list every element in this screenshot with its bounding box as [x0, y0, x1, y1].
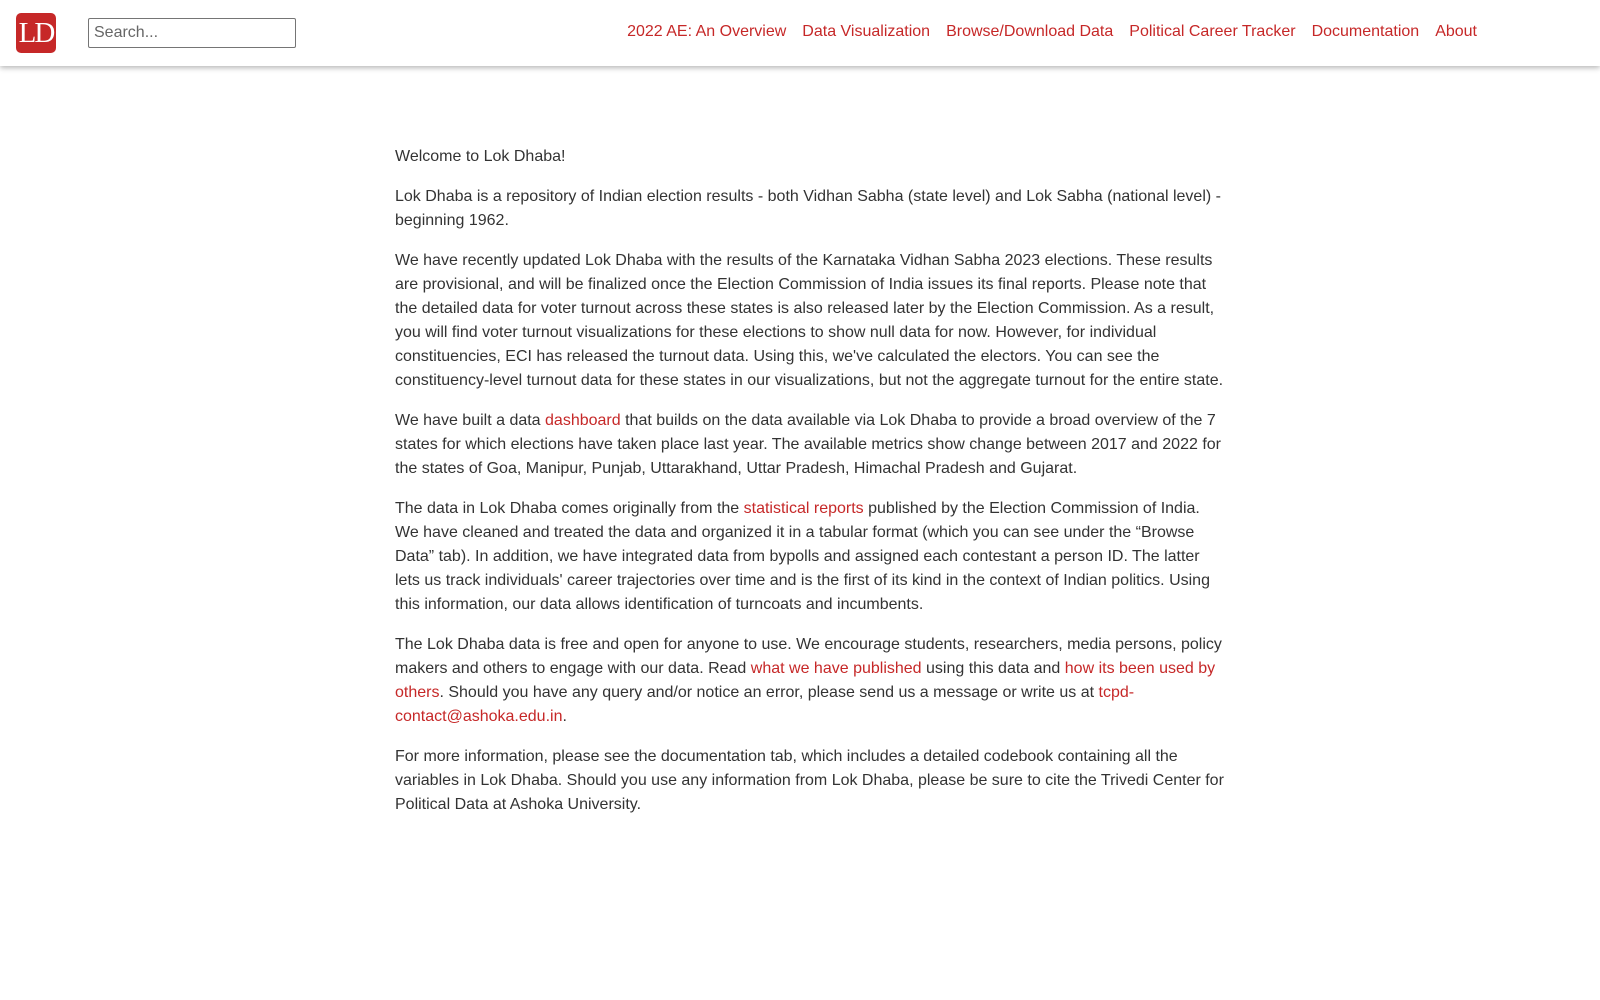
- dashboard-text-pre: We have built a data: [395, 412, 546, 429]
- welcome-text: Welcome to Lok Dhaba!: [395, 148, 566, 165]
- publications-link[interactable]: what we have published: [750, 660, 922, 677]
- open-text-pre: The Lok Dhaba data is free and open for anyone to use. We encourage students, researchers, media persons, policy makers and others to engage with our data. Read: [395, 636, 1222, 677]
- source-text-pre: The data in Lok Dhaba comes originally from the: [395, 500, 744, 517]
- top-navbar: [0, 0, 1600, 66]
- dashboard-link[interactable]: dashboard: [545, 412, 621, 429]
- nav-about[interactable]: About: [1435, 23, 1477, 40]
- nav-political-career-tracker[interactable]: Political Career Tracker: [1129, 23, 1296, 40]
- update-paragraph: We have recently updated Lok Dhaba with the results of the Karnataka Vidhan Sabha 2023 elections. These results are provisional, and will be finalized once the Election Commission of India issues its final reports. Please note that the detailed data for voter turnout across these states is also released later by the Election Commission. As a result, you will find voter turnout visualizations for these elections to show null data for now. However, for individual constituencies, ECI has released the turnout data. Using this, we've calculated the electors. You can see the constituency-level turnout data for these states in our visualizations, but not the aggregate turnout for the entire state.: [395, 252, 1224, 389]
- nav-browse-download-data[interactable]: Browse/Download Data: [946, 23, 1114, 40]
- open-text-mid: using this data and: [921, 660, 1065, 677]
- more-info-paragraph: For more information, please see the documentation tab, which includes a detailed codebook containing all the variables in Lok Dhaba. Should you use any information from Lok Dhaba, please be sure to cite the Trivedi Center for Political Data at Ashoka University.: [395, 748, 1224, 813]
- lok-dhaba-logo[interactable]: LD: [16, 13, 56, 53]
- dashboard-paragraph: [395, 409, 1227, 481]
- search-input[interactable]: [88, 18, 296, 48]
- nav-data-visualization[interactable]: Data Visualization: [802, 23, 931, 40]
- source-paragraph: [395, 497, 1227, 617]
- contact-email-link[interactable]: tcpd-contact@ashoka.edu.in: [395, 684, 1135, 725]
- main-nav: [627, 22, 1477, 42]
- open-text-mid2: . Should you have any query and/or notice an error, please send us a message or write us at: [439, 684, 1099, 701]
- open-text-end: .: [562, 708, 567, 725]
- source-text-post: published by the Election Commission of India. We have cleaned and treated the data and organized it in a tabular format (which you can see under the “Browse Data” tab). In addition, we have integrated data from bypolls and assigned each contestant a person ID. The latter lets us track individuals' career trajectories over time and is the first of its kind in the context of Indian politics. Using this information, our data allows identification of turncoats and incumbents.: [395, 500, 1210, 613]
- statistical-reports-link[interactable]: statistical reports: [743, 500, 864, 517]
- nav-documentation[interactable]: Documentation: [1311, 23, 1420, 40]
- intro-paragraph: Lok Dhaba is a repository of Indian election results - both Vidhan Sabha (state level) and Lok Sabha (national level) - beginning 1962.: [395, 188, 1221, 229]
- open-data-paragraph: [395, 633, 1227, 729]
- usage-by-others-link[interactable]: how its been used by others: [395, 660, 1216, 701]
- main-content: [395, 145, 1227, 833]
- nav-2022-ae-overview[interactable]: 2022 AE: An Overview: [627, 23, 787, 40]
- dashboard-text-post: that builds on the data available via Lok Dhaba to provide a broad overview of the 7 states for which elections have taken place last year. The available metrics show change between 2017 and 2022 for the states of Goa, Manipur, Punjab, Uttarakhand, Uttar Pradesh, Himachal Pradesh and Gujarat.: [395, 412, 1221, 477]
